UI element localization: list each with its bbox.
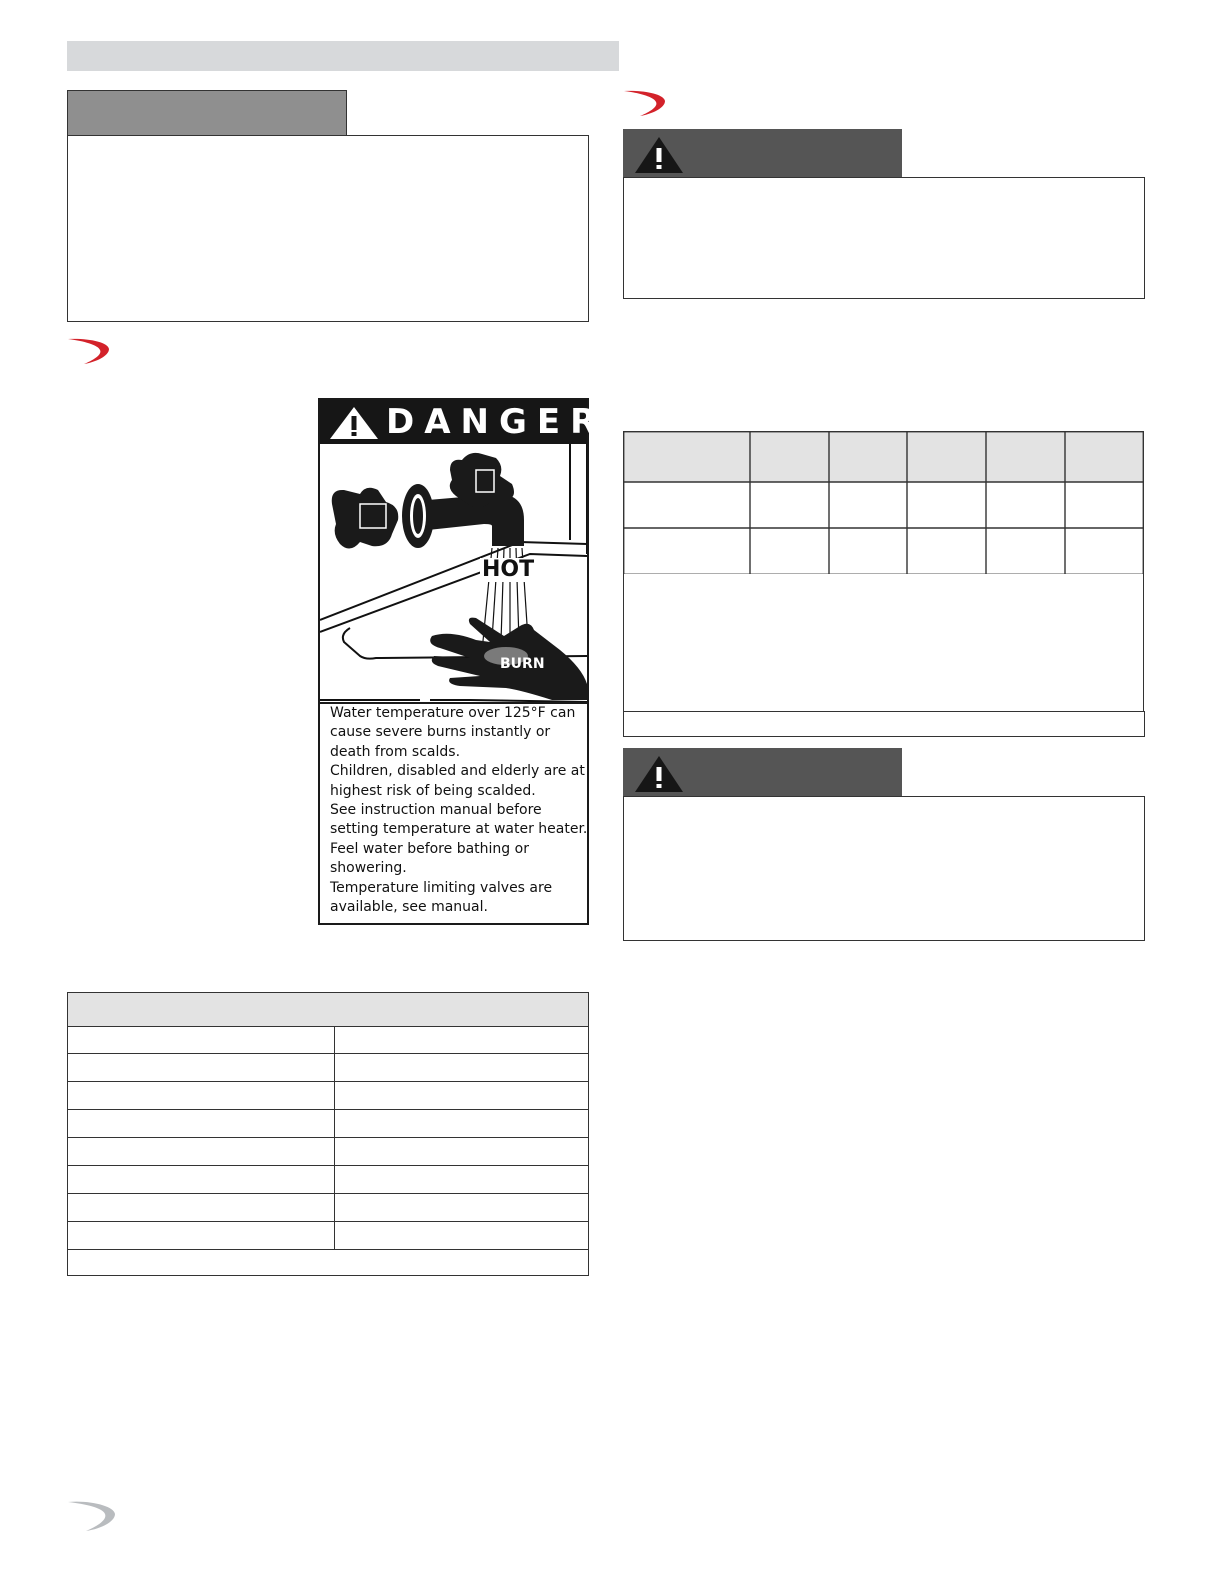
warning-tab: [623, 129, 902, 178]
table-row: [68, 1222, 588, 1250]
notice-tab: [67, 90, 347, 136]
temperature-table-grid: [623, 431, 1144, 575]
danger-headline: DANGER: [386, 402, 607, 442]
danger-line: setting temperature at water heater.: [330, 821, 588, 838]
warning-box: [623, 796, 1145, 941]
danger-line: highest risk of being scalded.: [330, 782, 536, 799]
danger-line: death from scalds.: [330, 743, 461, 760]
danger-line: cause severe burns instantly or: [330, 724, 551, 741]
table-row: [68, 1110, 588, 1138]
temperature-table: [623, 431, 1144, 575]
warning-triangle-icon: [633, 754, 685, 794]
danger-line: Water temperature over 125°F can: [330, 705, 576, 721]
danger-message: [330, 704, 588, 917]
danger-line: available, see manual.: [330, 898, 488, 915]
table-row: [68, 1138, 588, 1166]
danger-line: Children, disabled and elderly are at: [330, 763, 585, 780]
hot-label: HOT: [482, 557, 535, 582]
settings-table-header: [68, 993, 588, 1027]
settings-table-rows: [68, 1026, 588, 1250]
warning-triangle-icon: [328, 405, 380, 441]
red-swoosh-icon: [66, 336, 112, 366]
grey-swoosh-icon: [66, 1498, 118, 1534]
danger-line: showering.: [330, 860, 407, 877]
danger-header: [320, 400, 607, 444]
warning-box: [623, 177, 1145, 299]
danger-line: Temperature limiting valves are: [330, 879, 553, 896]
red-swoosh-icon: [622, 88, 668, 118]
scald-illustration: [320, 444, 587, 704]
warning-tab: [623, 748, 902, 797]
burn-label: BURN: [500, 656, 545, 672]
warning-triangle-icon: [633, 135, 685, 175]
danger-scald-label: [318, 398, 607, 925]
table-row: [68, 1026, 588, 1054]
settings-table: [67, 992, 589, 1276]
table-row: [68, 1054, 588, 1082]
notice-box: [67, 135, 589, 322]
danger-line: See instruction manual before: [330, 801, 542, 818]
table-row: [68, 1194, 588, 1222]
table-footnote-row: [623, 711, 1145, 737]
table-row: [68, 1166, 588, 1194]
section-header-bar: [67, 41, 619, 71]
table-row: [68, 1082, 588, 1110]
table-notes-box: [623, 574, 1144, 712]
danger-line: Feel water before bathing or: [330, 840, 529, 857]
